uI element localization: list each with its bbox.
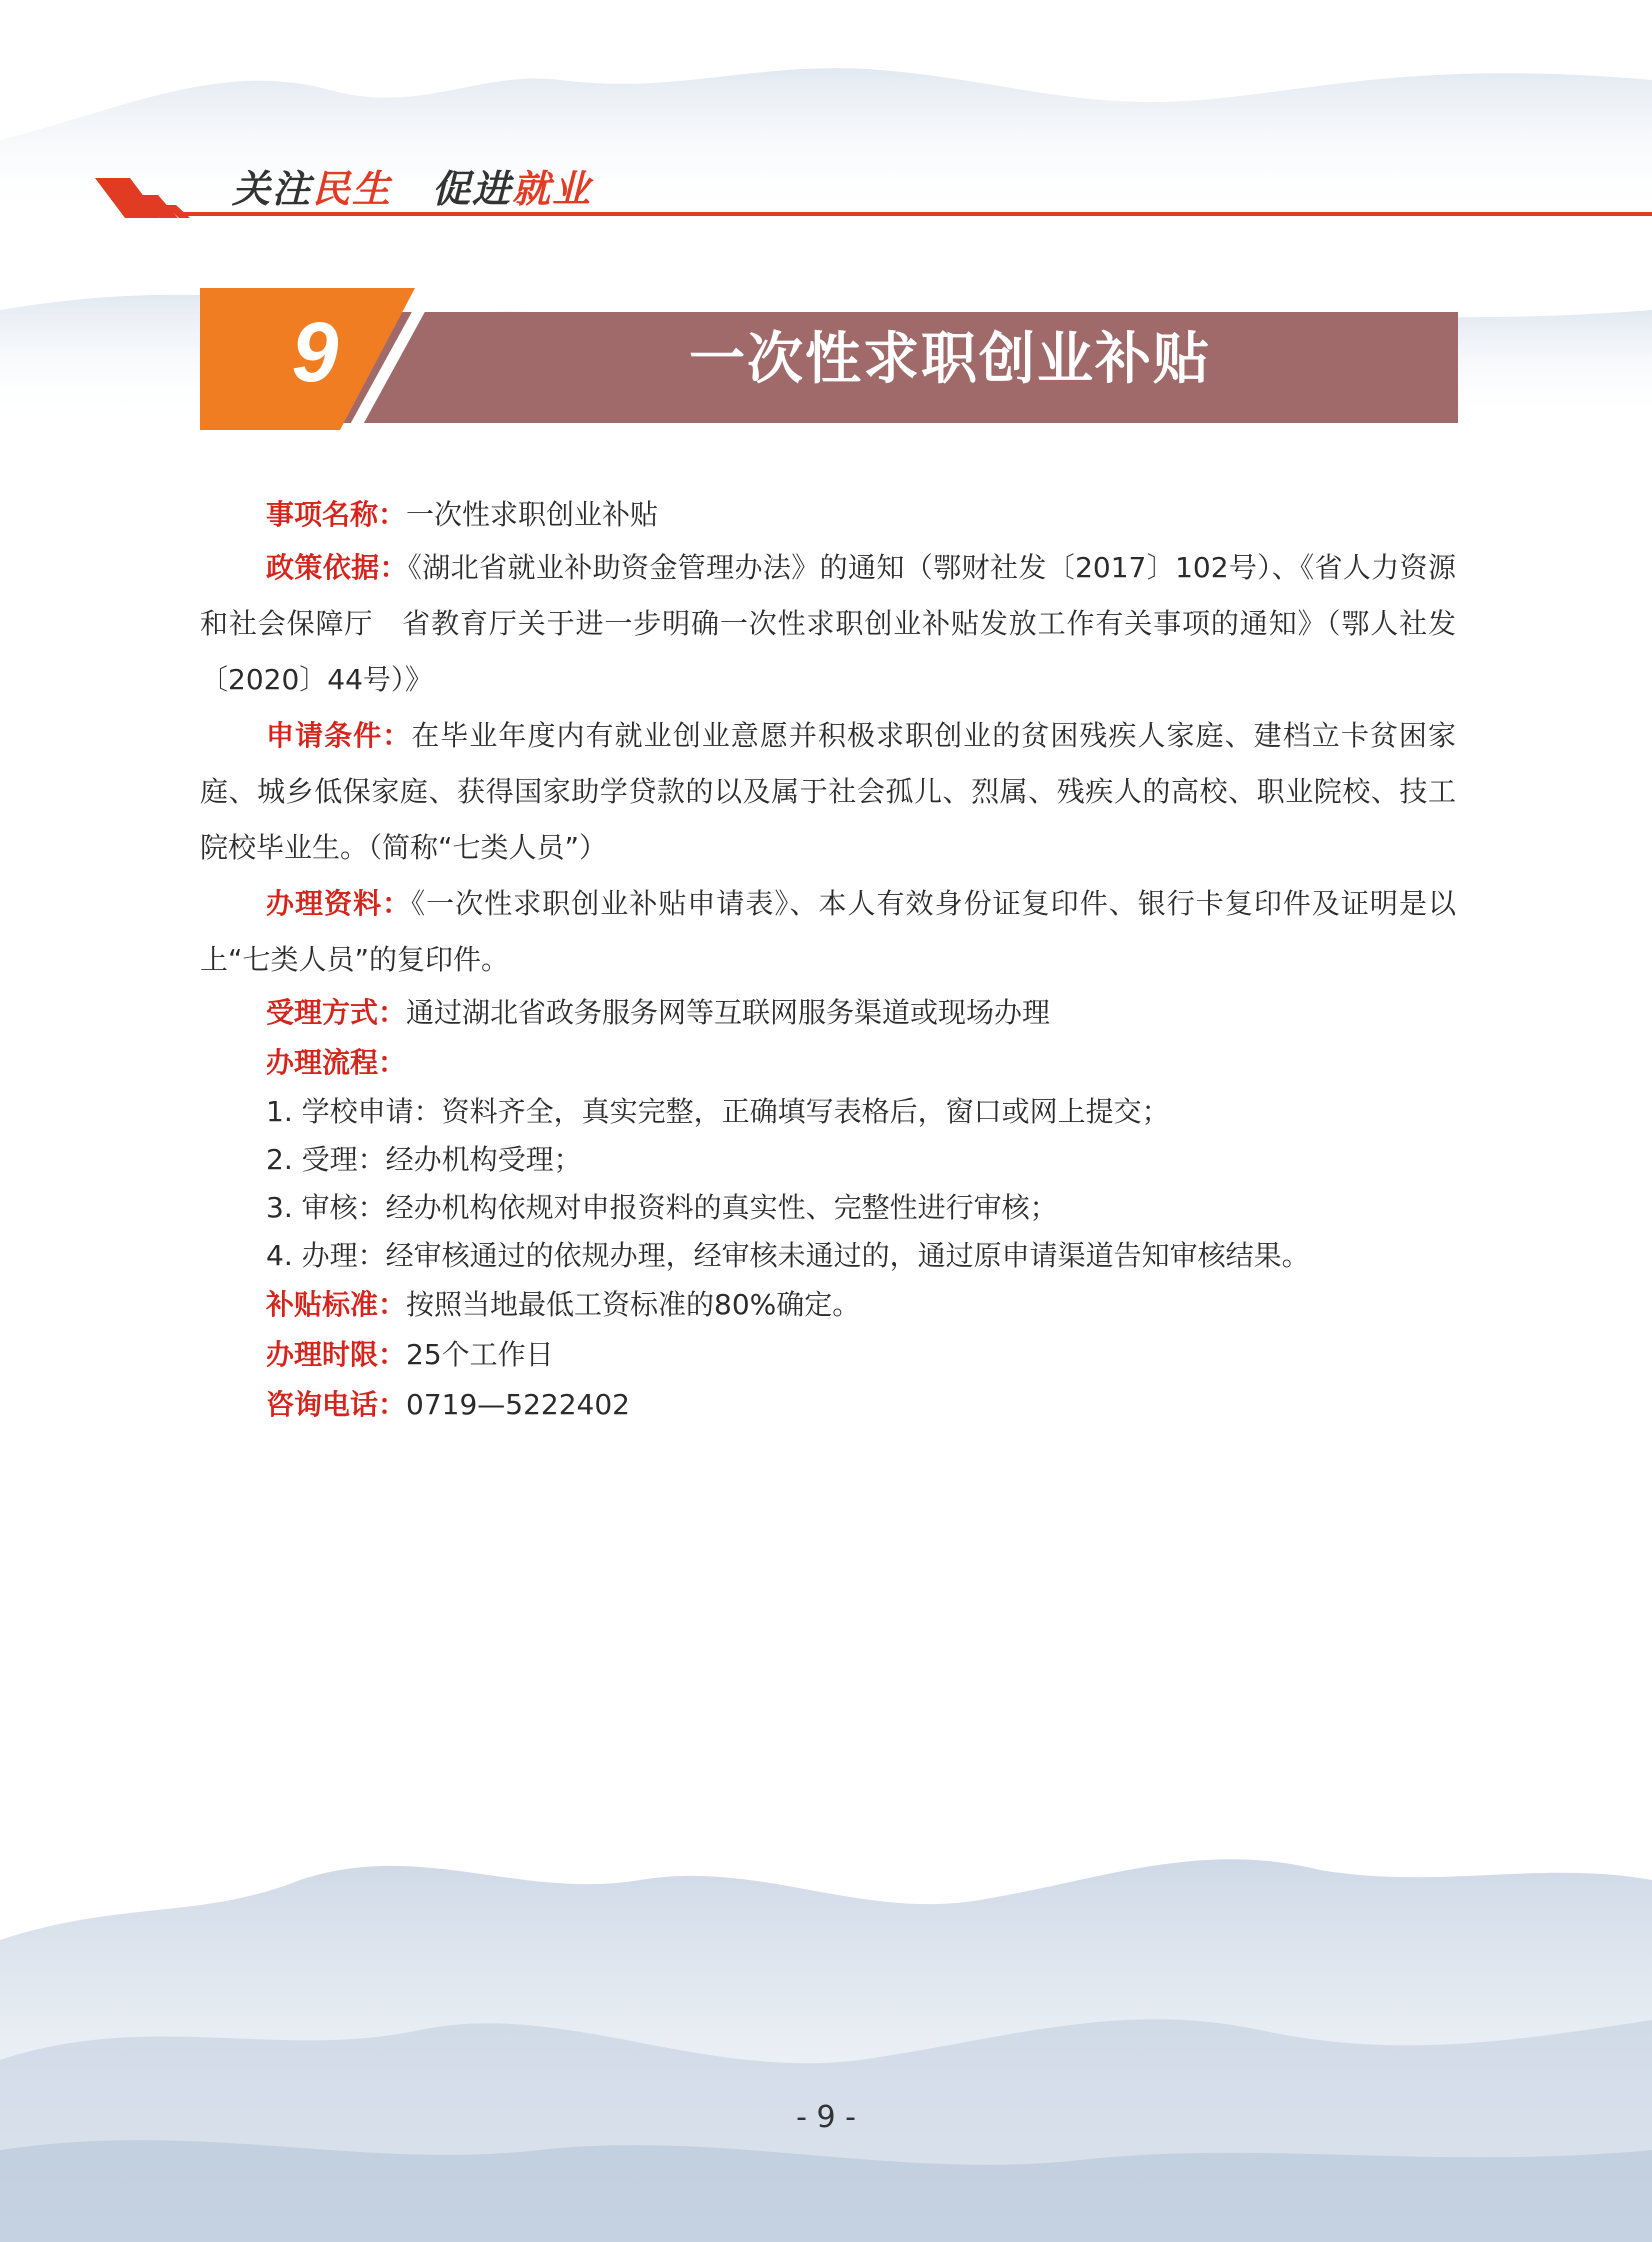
policy-basis-value: 《湖北省就业补助资金管理办法》的通知（鄂财社发〔2017〕102号）、《省人力资源和社会保障厅 省教育厅关于进一步明确一次性求职创业补贴发放工作有关事项的通知》（鄂人社发〔2020〕44号）》 [200,551,1456,696]
header-slash-decoration [0,150,220,230]
process-step-2: 2. 受理：经办机构受理； [266,1143,582,1176]
phone-label: 咨询电话： [266,1388,407,1421]
process-step-3: 3. 审核：经办机构依规对申报资料的真实性、完整性进行审核； [266,1191,1058,1224]
item-name-label: 事项名称： [266,498,407,531]
standard-value: 按照当地最低工资标准的80%确定。 [406,1288,861,1321]
header-text-2-red: 就业 [512,166,593,211]
materials-row [200,876,1456,988]
process-step-1: 1. 学校申请：资料齐全，真实完整，正确填写表格后，窗口或网上提交； [266,1095,1170,1128]
method-row [200,988,1456,1038]
policy-basis-label: 政策依据： [266,551,408,584]
header-slogan [232,158,592,213]
process-label: 办理流程： [266,1046,407,1079]
item-name-value: 一次性求职创业补贴 [406,498,659,531]
conditions-value: 在毕业年度内有就业创业意愿并积极求职创业的贫困残疾人家庭、建档立卡贫困家庭、城乡低保家庭、获得国家助学贷款的以及属于社会孤儿、烈属、残疾人的高校、职业院校、技工院校毕业生。（简称“七类人员”） [200,719,1456,864]
time-limit-value: 25个工作日 [406,1338,554,1371]
process-row [200,1038,1456,1088]
materials-value: 《一次性求职创业补贴申请表》、本人有效身份证复印件、银行卡复印件及证明是以上“七类人员”的复印件。 [200,887,1456,976]
section-title: 一次性求职创业补贴 [689,327,1211,392]
method-value: 通过湖北省政务服务网等互联网服务渠道或现场办理 [406,996,1051,1029]
process-step-4: 4. 办理：经审核通过的依规办理，经审核未通过的，通过原申请渠道告知审核结果。 [266,1239,1310,1272]
header-text-1: 关注 [232,166,313,211]
policy-basis-row [200,540,1456,708]
materials-label: 办理资料： [266,887,412,920]
time-limit-label: 办理时限： [266,1338,407,1371]
page-number: - 9 - [796,2100,856,2135]
phone-row [200,1380,1456,1430]
standard-row [200,1280,1456,1330]
header-divider [180,212,1652,216]
conditions-row [200,708,1456,876]
time-limit-row [200,1330,1456,1380]
page-header [0,150,1652,230]
phone-value: 0719—5222402 [406,1388,630,1421]
conditions-label: 申请条件： [266,719,412,752]
section-title-bar [200,288,1458,430]
method-label: 受理方式： [266,996,407,1029]
header-text-2: 促进 [432,166,513,211]
item-name-row [200,490,1456,540]
header-text-1-red: 民生 [312,166,393,211]
standard-label: 补贴标准： [266,1288,407,1321]
main-content [200,490,1456,1430]
section-number: 9 [291,305,339,399]
